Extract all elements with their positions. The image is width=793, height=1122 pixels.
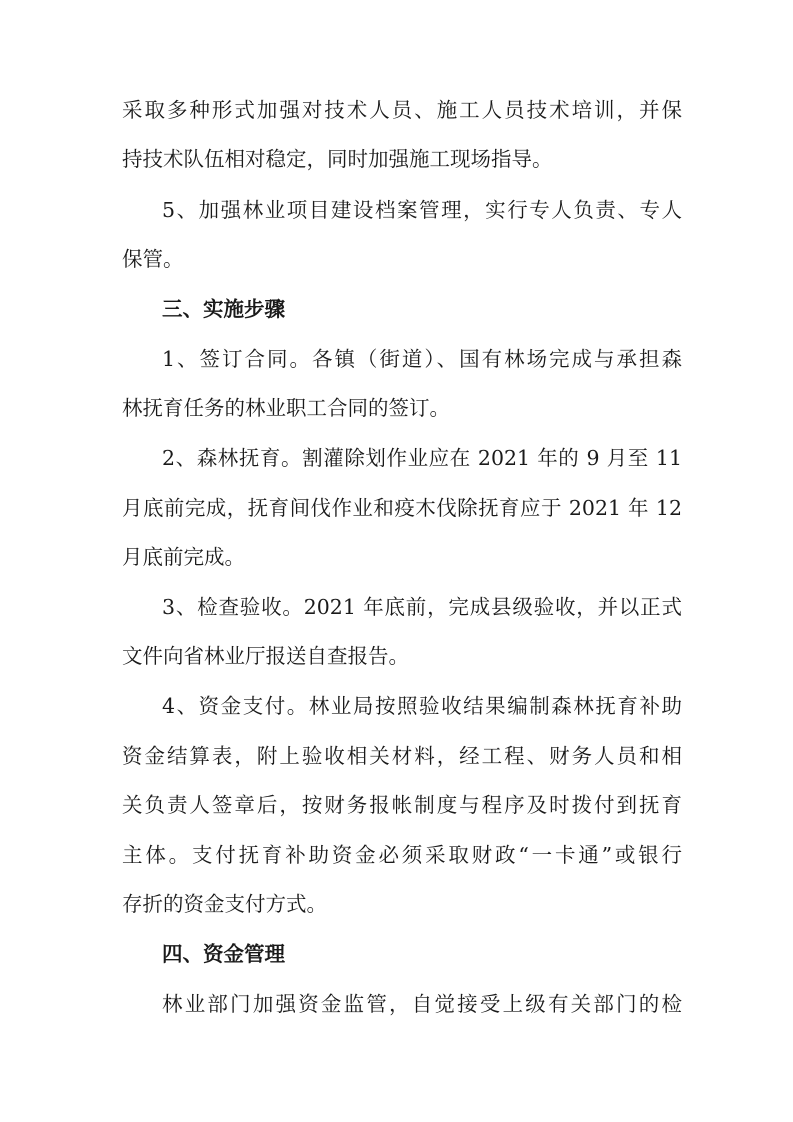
paragraph-line: 主体。支付抚育补助资金必须采取财政“一卡通”或银行 <box>122 843 682 867</box>
paragraph-line: 1、签订合同。各镇（街道）、国有林场完成与承担森 <box>162 347 682 371</box>
paragraph-line: 采取多种形式加强对技术人员、施工人员技术培训，并保 <box>122 98 682 122</box>
paragraph-line: 月底前完成。 <box>122 545 245 569</box>
paragraph-line: 月底前完成，抚育间伐作业和疫木伐除抚育应于 2021 年 12 <box>122 496 682 520</box>
paragraph-line: 关负责人签章后，按财务报帐制度与程序及时拨付到抚育 <box>122 793 682 817</box>
paragraph-line: 4、资金支付。林业局按照验收结果编制森林抚育补助 <box>162 694 682 718</box>
section-heading: 三、实施步骤 <box>162 297 285 321</box>
paragraph-line: 3、检查验收。2021 年底前，完成县级验收，并以正式 <box>162 595 682 619</box>
paragraph-line: 资金结算表，附上验收相关材料，经工程、财务人员和相 <box>122 744 682 768</box>
paragraph-line: 保管。 <box>122 247 184 271</box>
paragraph-line: 文件向省林业厅报送自查报告。 <box>122 644 409 668</box>
paragraph-line: 2、森林抚育。割灌除划作业应在 2021 年的 9 月至 11 <box>162 446 682 470</box>
section-heading: 四、资金管理 <box>162 942 285 966</box>
paragraph-line: 林抚育任务的林业职工合同的签订。 <box>122 396 450 420</box>
paragraph-line: 5、加强林业项目建设档案管理，实行专人负责、专人 <box>162 198 682 222</box>
paragraph-line: 持技术队伍相对稳定，同时加强施工现场指导。 <box>122 147 553 171</box>
paragraph-line: 存折的资金支付方式。 <box>122 892 327 916</box>
paragraph-line: 林业部门加强资金监管，自觉接受上级有关部门的检 <box>162 992 682 1016</box>
